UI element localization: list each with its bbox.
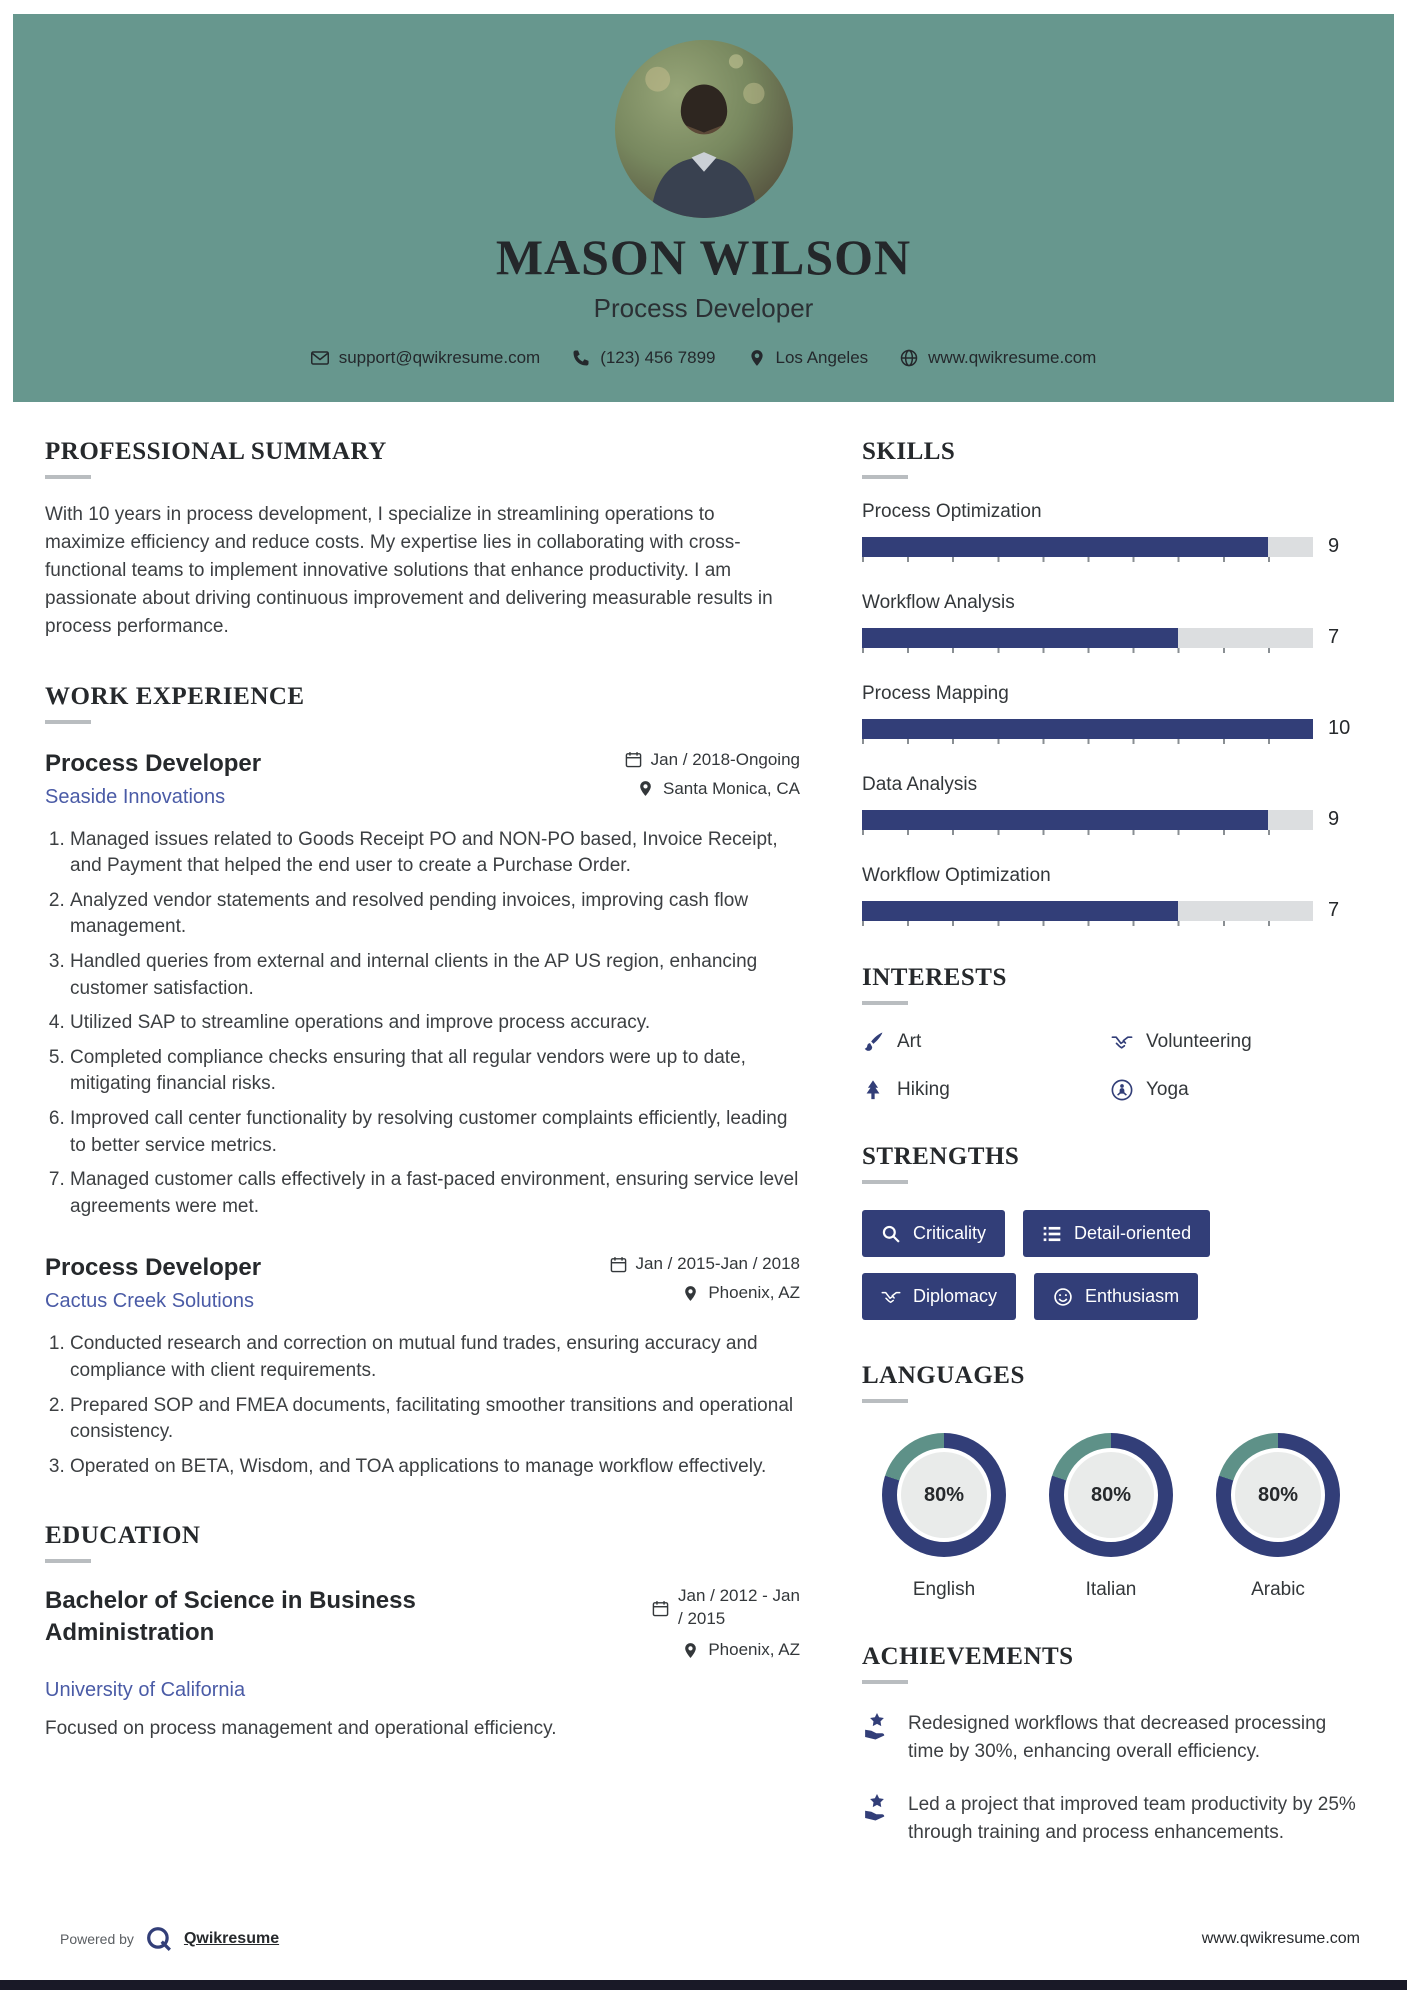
job-bullet: 2. Analyzed vendor statements and resolved pending invoices, improving cash flow management. [70,888,800,941]
map-pin-icon [748,349,766,367]
paintbrush-icon [862,1031,884,1053]
interest-item [1111,1031,1360,1053]
language-percent: 80% [1231,1448,1325,1542]
education-degree: Bachelor of Science in Business Administration [45,1587,416,1646]
phone-icon [572,349,590,367]
languages-heading: LANGUAGES [862,1362,1360,1403]
qwikresume-brand-link[interactable]: Qwikresume [183,1930,280,1947]
strengths-heading: STRENGTHS [862,1143,1360,1184]
skill-bar-fill [862,719,1313,739]
calendar-icon [652,1600,669,1617]
language-item [1202,1433,1354,1601]
job-bullet: 7. Managed customer calls effectively in a fast-paced environment, ensuring service level agreements were met. [70,1167,800,1220]
skill-score: 7 [1328,899,1340,921]
skill-bar-ticks [862,739,1313,744]
skill-name: Data Analysis [862,774,978,795]
pin-icon [637,780,654,797]
achievement-text: Redesigned workflows that decreased processing time by 30%, enhancing overall efficiency. [908,1713,1327,1762]
skill-score: 10 [1328,717,1351,739]
job-bullet: 4. Utilized SAP to streamline operations and improve process accuracy. [70,1010,800,1037]
job-bullet: 3. Operated on BETA, Wisdom, and TOA applications to manage workflow effectively. [70,1454,800,1481]
strength-label: Diplomacy [913,1286,998,1306]
contact-website[interactable] [900,348,1096,368]
skill-bar-fill [862,901,1178,921]
strength-badge [1023,1210,1210,1257]
powered-by-label: Powered by [60,1931,134,1947]
search-icon [881,1224,901,1244]
skills-heading: SKILLS [862,438,1360,479]
interest-item [862,1079,1111,1101]
skill-score: 9 [1328,808,1340,830]
handshake-icon [881,1287,901,1307]
job-meta [610,1254,800,1312]
strength-badge [1034,1273,1198,1320]
job-location: Santa Monica, CA [662,778,800,798]
job-location: Phoenix, AZ [708,1283,800,1303]
job-company: Seaside Innovations [45,785,226,808]
education-description: Focused on process management and operational efficiency. [45,1718,557,1740]
job-dates: Jan / 2018-Ongoing [650,749,800,769]
interest-item [862,1031,1111,1053]
education-dates: Jan / 2012 - Jan / 2015 [678,1586,800,1629]
job-bullet: 6. Improved call center functionality by resolving customer complaints efficiently, leading to better service metrics. [70,1106,800,1159]
contact-row [311,348,1097,368]
pin-icon [682,1285,699,1302]
section-interests [862,964,1360,1101]
strength-label: Criticality [913,1223,987,1243]
language-donut-chart [882,1433,1006,1557]
left-column [45,438,800,1888]
section-professional-summary [45,438,800,641]
interest-label: Yoga [1146,1079,1189,1100]
skill-bar [862,810,1313,830]
skill-bar-fill [862,810,1268,830]
avatar-photo-placeholder [615,40,793,218]
contact-website-text: www.qwikresume.com [928,348,1097,367]
skill-bar-ticks [862,557,1313,562]
bottom-bar [0,1980,1407,1990]
skill-item [862,865,1360,922]
job-bullets [45,827,800,1221]
contact-phone-text: (123) 456 7899 [600,348,716,367]
skill-bar [862,901,1313,921]
skill-name: Workflow Analysis [862,592,1015,613]
job-bullet: 5. Completed compliance checks ensuring that all regular vendors were up to date, mitigating financial risks. [70,1045,800,1098]
education-school: University of California [45,1679,246,1702]
skill-bar-ticks [862,830,1313,835]
education-location: Phoenix, AZ [708,1640,800,1660]
skill-name: Workflow Optimization [862,865,1051,886]
interest-item [1111,1079,1360,1101]
skill-bar [862,537,1313,557]
job-meta [625,750,800,808]
skill-item [862,774,1360,831]
job-title-company [45,750,261,809]
language-label: English [912,1579,976,1600]
job-title-company [45,1254,261,1313]
contact-email-text: support@qwikresume.com [338,348,541,367]
skill-bar-ticks [862,921,1313,926]
tree-icon [862,1079,884,1101]
skill-bar-fill [862,628,1178,648]
achievement-text: Led a project that improved team productivity by 25% through training and process enhancements. [908,1794,1356,1843]
content [45,438,1360,1888]
list-icon [1042,1224,1062,1244]
calendar-icon [625,751,642,768]
skill-score: 7 [1328,626,1340,648]
skill-bar-ticks [862,648,1313,653]
footer-website-link[interactable]: www.qwikresume.com [1201,1930,1360,1947]
skill-item [862,592,1360,649]
contact-location [748,348,869,368]
job-entry [45,750,800,1221]
section-languages [862,1362,1360,1601]
award-star-icon [862,1793,892,1846]
achievement-item [862,1791,1360,1846]
summary-text: With 10 years in process development, I specialize in streamlining operations to maximize efficiency and reduce costs. My expertise lies in collaborating with cross-functional teams to implement innovative solutions that enhance productivity. I am passionate about driving continuous improvement and delivering measurable results in process performance. [45,504,773,637]
education-meta [652,1585,800,1669]
interest-label: Art [897,1031,922,1052]
section-work-experience [45,683,800,1481]
interest-label: Hiking [897,1079,950,1100]
job-bullet: 1. Managed issues related to Goods Receipt PO and NON-PO based, Invoice Receipt, and Payment that helped the end user to create a Purchase Order. [70,827,800,880]
skill-name: Process Optimization [862,501,1042,522]
strength-badge [862,1210,1005,1257]
skill-item [862,501,1360,558]
footer [60,1926,1360,1952]
summary-heading: PROFESSIONAL SUMMARY [45,438,800,479]
strength-label: Enthusiasm [1085,1286,1180,1306]
interest-label: Volunteering [1146,1031,1252,1052]
award-star-icon [862,1712,892,1765]
handshake-icon [1111,1031,1133,1053]
section-achievements [862,1643,1360,1846]
language-label: Arabic [1251,1579,1305,1600]
language-donut-chart [1216,1433,1340,1557]
avatar [615,40,793,218]
experience-heading: WORK EXPERIENCE [45,683,800,724]
qwikresume-logo-icon [146,1926,172,1952]
contact-location-text: Los Angeles [775,348,869,367]
candidate-title: Process Developer [593,293,814,323]
section-skills [862,438,1360,922]
language-item [868,1433,1020,1601]
skill-item [862,683,1360,740]
powered-by [60,1926,279,1952]
person-icon [1111,1079,1133,1101]
resume-header [13,14,1394,402]
job-bullet: 2. Prepared SOP and FMEA documents, facilitating smoother transitions and operational consistency. [70,1393,800,1446]
job-company: Cactus Creek Solutions [45,1290,254,1313]
envelope-icon [311,349,329,367]
section-strengths [862,1143,1360,1320]
job-entry [45,1254,800,1480]
skill-score: 9 [1328,535,1340,557]
job-bullet: 3. Handled queries from external and internal clients in the AP US region, enhancing customer satisfaction. [70,949,800,1002]
job-bullets [45,1331,800,1480]
smile-icon [1053,1287,1073,1307]
skill-bar [862,719,1313,739]
achievement-item [862,1710,1360,1765]
contact-email[interactable] [311,348,541,368]
calendar-icon [610,1256,627,1273]
section-education [45,1522,800,1740]
achievements-heading: ACHIEVEMENTS [862,1643,1360,1684]
skill-bar [862,628,1313,648]
strength-badge [862,1273,1016,1320]
contact-phone[interactable] [572,348,715,368]
strength-label: Detail-oriented [1074,1223,1192,1243]
language-donut-chart [1049,1433,1173,1557]
candidate-name: MASON WILSON [495,229,912,285]
language-percent: 80% [897,1448,991,1542]
skill-bar-fill [862,537,1268,557]
language-percent: 80% [1064,1448,1158,1542]
globe-icon [900,349,918,367]
right-column [862,438,1360,1888]
skill-name: Process Mapping [862,683,1009,704]
education-heading: EDUCATION [45,1522,800,1563]
job-title: Process Developer [45,1254,262,1282]
pin-icon [682,1642,699,1659]
language-item [1035,1433,1187,1601]
job-dates: Jan / 2015-Jan / 2018 [635,1254,800,1274]
job-title: Process Developer [45,749,262,777]
interests-heading: INTERESTS [862,964,1360,1005]
language-label: Italian [1085,1579,1137,1600]
job-bullet: 1. Conducted research and correction on mutual fund trades, ensuring accuracy and compliance with client requirements. [70,1331,800,1384]
